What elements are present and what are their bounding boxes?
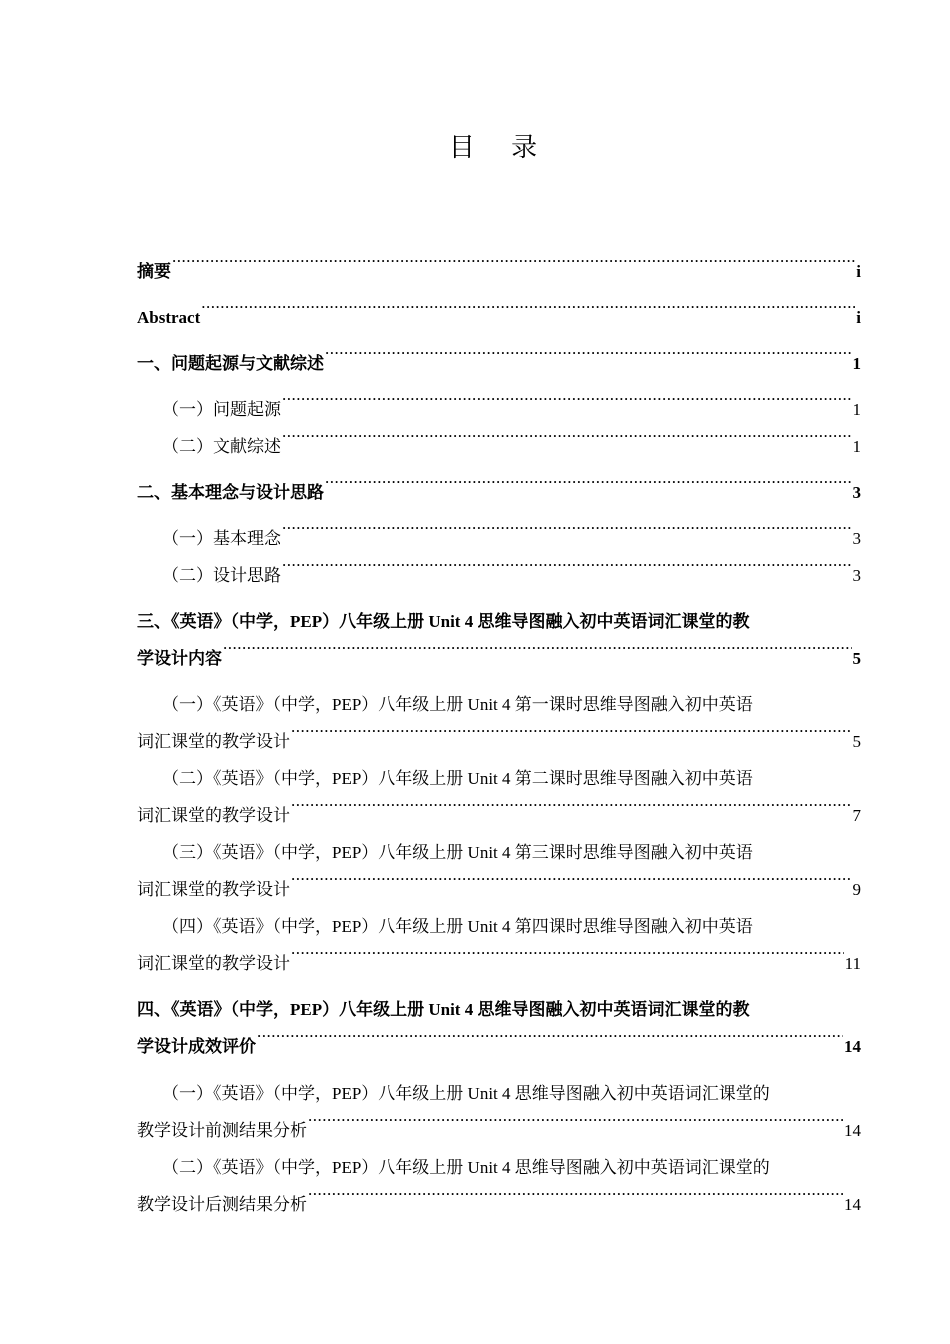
toc-page-number: 1 — [852, 354, 861, 373]
toc-page-number: 7 — [852, 806, 861, 825]
toc-entry-text: （二）文献综述 — [162, 437, 281, 456]
toc-page-number: 14 — [844, 1037, 861, 1056]
toc-entry-text: 二、基本理念与设计思路 — [137, 483, 324, 502]
toc-entry-3-2[interactable] — [137, 760, 861, 834]
toc-entry-text-line2: 学设计成效评价 — [137, 1037, 256, 1056]
toc-entry-text-line1: 三、《英语》（中学，PEP）八年级上册 Unit 4 思维导图融入初中英语词汇课堂的教 — [137, 612, 750, 631]
leader-dots — [282, 428, 852, 452]
toc-entry-text-line1: （一）《英语》（中学，PEP）八年级上册 Unit 4 思维导图融入初中英语词汇课堂的 — [162, 1084, 770, 1103]
leader-dots — [257, 1028, 843, 1052]
toc-entry-2-1[interactable] — [137, 520, 861, 557]
toc-page-number: 1 — [852, 400, 861, 419]
toc-entry-text-line2: 词汇课堂的教学设计 — [137, 732, 290, 751]
toc-page-number: i — [856, 308, 861, 327]
toc-entry-4-1[interactable] — [137, 1075, 861, 1149]
leader-dots — [325, 474, 852, 498]
toc-entry-1-1[interactable] — [137, 391, 861, 428]
toc-entry-text-line1: （一）《英语》（中学，PEP）八年级上册 Unit 4 第一课时思维导图融入初中英语 — [162, 695, 753, 714]
leader-dots — [172, 253, 855, 277]
toc-entry-4-2[interactable] — [137, 1149, 861, 1223]
leader-dots — [291, 945, 844, 969]
toc-page-number: 1 — [852, 437, 861, 456]
leader-dots — [282, 391, 852, 415]
toc-page-number: 14 — [844, 1195, 861, 1214]
leader-dots — [291, 797, 852, 821]
toc-page-number: 5 — [852, 732, 861, 751]
page-title: 目 录 — [448, 133, 552, 163]
leader-dots — [223, 640, 852, 664]
toc-page-number: 14 — [844, 1121, 861, 1140]
toc-entry-text: （一）问题起源 — [162, 400, 281, 419]
toc-page-number: 5 — [852, 649, 861, 668]
toc-entry-1-2[interactable] — [137, 428, 861, 465]
leader-dots — [308, 1112, 843, 1136]
leader-dots — [308, 1186, 843, 1210]
toc-entry-text: Abstract — [137, 308, 201, 327]
leader-dots — [325, 345, 852, 369]
toc-entry-3-1[interactable] — [137, 686, 861, 760]
toc-entry-text-line2: 词汇课堂的教学设计 — [137, 880, 290, 899]
toc-entry-text: 一、问题起源与文献综述 — [137, 354, 324, 373]
toc-entry-chapter-2[interactable] — [137, 474, 861, 511]
toc-entry-text-line2: 教学设计前测结果分析 — [137, 1121, 307, 1140]
toc-entry-text: 摘要 — [137, 262, 171, 281]
toc-entry-3-3[interactable] — [137, 834, 861, 908]
toc-page-number: 3 — [852, 483, 861, 502]
leader-dots — [282, 520, 852, 544]
toc-entry-chapter-4[interactable] — [137, 991, 861, 1065]
toc-entry-text-line2: 教学设计后测结果分析 — [137, 1195, 307, 1214]
leader-dots — [201, 299, 855, 323]
toc-entry-text: （一）基本理念 — [162, 529, 281, 548]
toc-entry-text-line1: （二）《英语》（中学，PEP）八年级上册 Unit 4 思维导图融入初中英语词汇课堂的 — [162, 1158, 770, 1177]
toc-page-number: 3 — [852, 529, 861, 548]
toc-entry-text-line2: 词汇课堂的教学设计 — [137, 806, 290, 825]
toc-entry-abstract-cn[interactable] — [137, 253, 861, 290]
toc-page-number: 11 — [844, 954, 861, 973]
leader-dots — [291, 723, 852, 747]
toc-entry-text-line1: （四）《英语》（中学，PEP）八年级上册 Unit 4 第四课时思维导图融入初中英语 — [162, 917, 753, 936]
toc-entry-chapter-3[interactable] — [137, 603, 861, 677]
toc-entry-text-line1: （三）《英语》（中学，PEP）八年级上册 Unit 4 第三课时思维导图融入初中英语 — [162, 843, 753, 862]
leader-dots — [291, 871, 852, 895]
toc-entry-text-line2: 词汇课堂的教学设计 — [137, 954, 290, 973]
toc-entry-text-line1: 四、《英语》（中学，PEP）八年级上册 Unit 4 思维导图融入初中英语词汇课堂的教 — [137, 1000, 750, 1019]
toc-entry-3-4[interactable] — [137, 908, 861, 982]
toc-page-number: 3 — [852, 566, 861, 585]
toc-page-number: 9 — [852, 880, 861, 899]
toc-entry-2-2[interactable] — [137, 557, 861, 594]
leader-dots — [282, 557, 852, 581]
toc-entry-text-line1: （二）《英语》（中学，PEP）八年级上册 Unit 4 第二课时思维导图融入初中英语 — [162, 769, 753, 788]
toc-entry-text: （二）设计思路 — [162, 566, 281, 585]
toc-page-number: i — [856, 262, 861, 281]
toc-entry-abstract-en[interactable] — [137, 299, 861, 336]
toc-entry-text-line2: 学设计内容 — [137, 649, 222, 668]
toc-entry-chapter-1[interactable] — [137, 345, 861, 382]
